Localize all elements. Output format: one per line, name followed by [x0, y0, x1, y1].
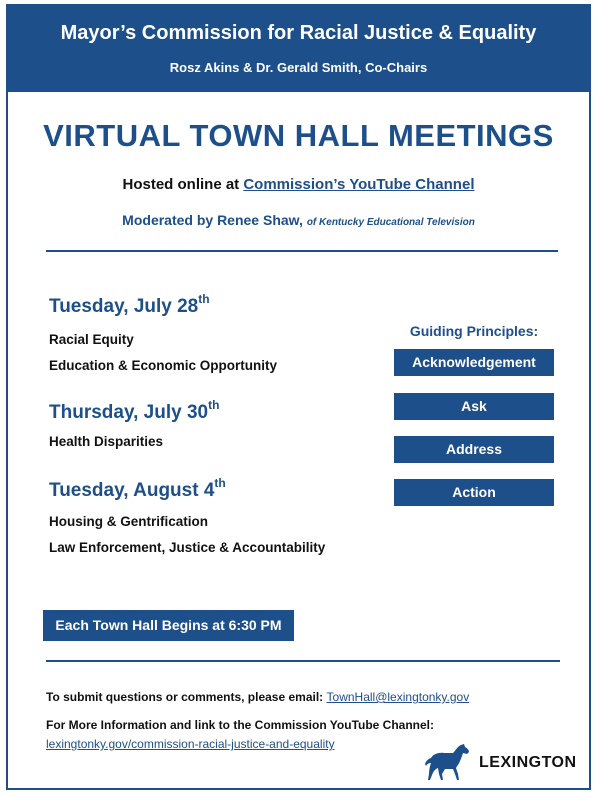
meeting-date-text: Tuesday, August 4 — [49, 480, 215, 501]
commission-url-link[interactable]: lexingtonky.gov/commission-racial-justice-and-equality — [46, 737, 335, 751]
start-time-banner: Each Town Hall Begins at 6:30 PM — [43, 610, 294, 641]
email-link[interactable]: TownHall@lexingtonky.gov — [326, 690, 470, 704]
more-info-text: For More Information and link to the Commission YouTube Channel: — [46, 718, 435, 732]
horse-icon — [423, 742, 473, 782]
lexington-logo — [423, 742, 589, 782]
youtube-channel-link[interactable]: Commission’s YouTube Channel — [243, 176, 475, 193]
meeting-date-text: Thursday, July 30 — [49, 402, 209, 423]
meeting-topic: Education & Economic Opportunity — [49, 358, 278, 373]
header-banner — [8, 6, 589, 92]
hosted-prefix: Hosted online at — [122, 176, 244, 193]
moderator-affiliation: of Kentucky Educational Television — [306, 217, 475, 228]
ordinal-suffix: th — [208, 398, 220, 412]
flyer-frame — [6, 4, 591, 790]
hosted-line — [8, 176, 589, 193]
logo-wordmark: LEXINGTON — [479, 754, 577, 771]
meeting-topic: Health Disparities — [49, 434, 164, 449]
co-chairs-line: Rosz Akins & Dr. Gerald Smith, Co-Chairs — [169, 60, 428, 75]
meeting-date-text: Tuesday, July 28 — [49, 296, 199, 317]
guiding-principles-title: Guiding Principles: — [409, 323, 539, 339]
questions-line — [46, 690, 469, 704]
principle-ask: Ask — [394, 393, 554, 420]
principle-action: Action — [394, 479, 554, 506]
divider-bottom — [46, 660, 560, 662]
meeting-date-1 — [49, 292, 210, 318]
meeting-topic: Racial Equity — [49, 332, 134, 347]
meeting-topic: Law Enforcement, Justice & Accountability — [49, 540, 326, 555]
ordinal-suffix: th — [198, 292, 210, 306]
ordinal-suffix: th — [214, 476, 226, 490]
divider-top — [46, 250, 558, 252]
principle-address: Address — [394, 436, 554, 463]
questions-text: To submit questions or comments, please email: — [46, 690, 324, 704]
meeting-topic: Housing & Gentrification — [49, 514, 209, 529]
page-title: VIRTUAL TOWN HALL MEETINGS — [43, 118, 554, 153]
commission-title: Mayor’s Commission for Racial Justice & Equality — [60, 22, 537, 44]
meeting-date-2 — [49, 398, 220, 424]
moderator-name: Moderated by Renee Shaw, — [122, 212, 303, 228]
principle-acknowledgement: Acknowledgement — [394, 349, 554, 376]
moderator-line — [8, 212, 589, 228]
meeting-date-3 — [49, 476, 226, 502]
